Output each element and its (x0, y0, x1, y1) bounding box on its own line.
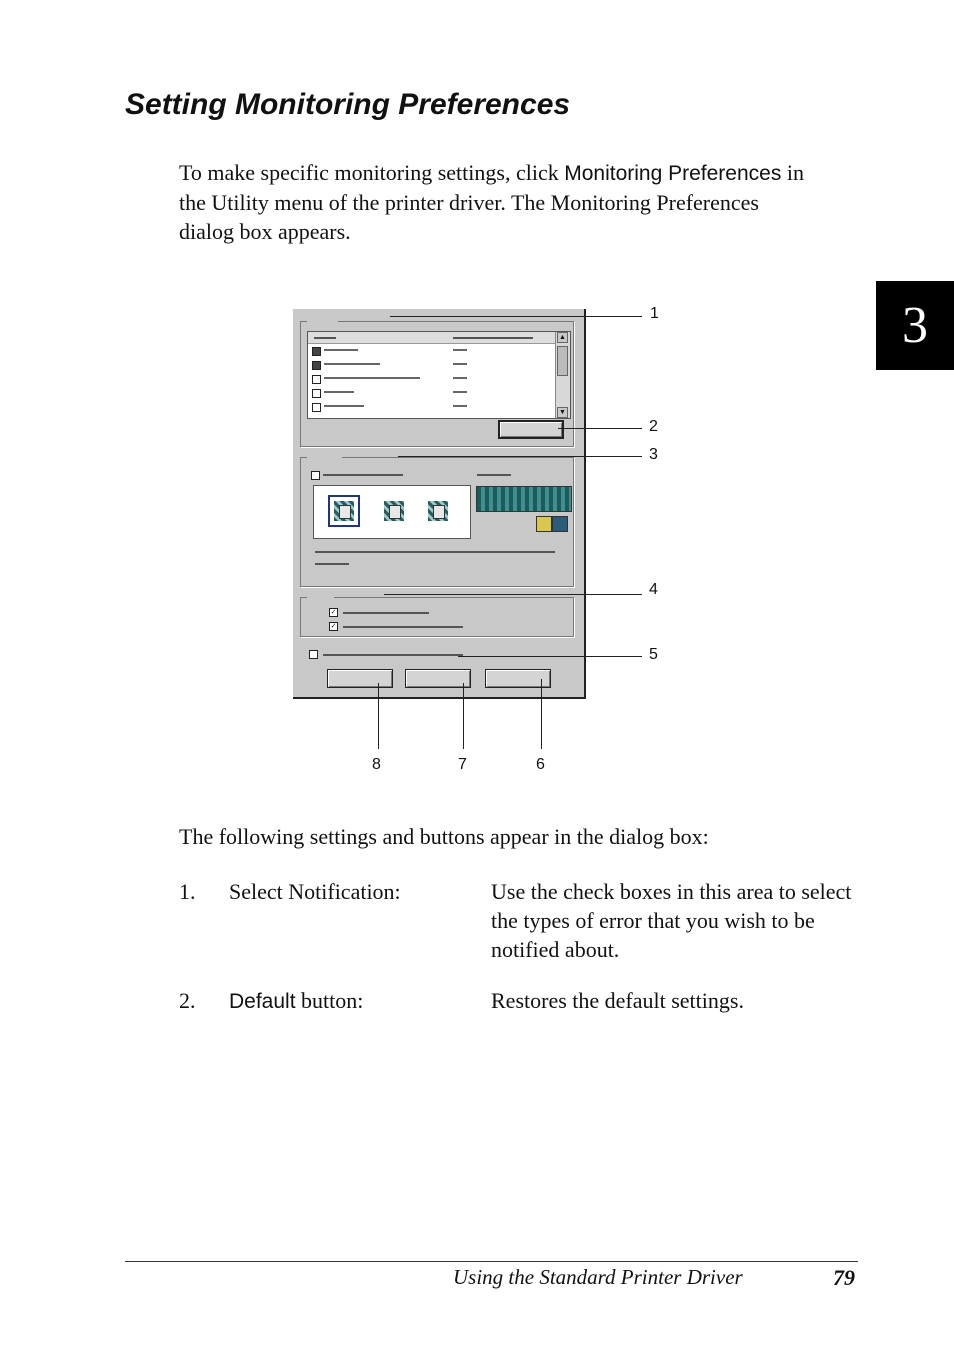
page-heading: Setting Monitoring Preferences (125, 88, 571, 121)
callout-number: 3 (649, 446, 658, 463)
checkbox (311, 471, 320, 480)
footer-rule (125, 1261, 858, 1262)
item-term-rest: button: (295, 988, 364, 1013)
intro-text-2: in the Utility menu of the printer driver. The Monitoring Preferences dialog box appears. (179, 160, 804, 244)
intro-text-1: To make specific monitoring settings, click (179, 160, 565, 185)
printer-icon (426, 499, 450, 523)
callout-line (390, 316, 642, 317)
checkbox: ✓ (330, 623, 337, 630)
item-term-ui: Default (229, 990, 296, 1013)
definition-item-2 (179, 986, 859, 1018)
listbox-scrollbar (555, 332, 570, 418)
callout-number: 4 (649, 581, 658, 598)
callout-number: 5 (649, 646, 658, 663)
scroll-thumb (557, 346, 568, 376)
tray-icon (552, 516, 568, 532)
taskbar-preview-image (476, 486, 572, 512)
select-notification-group (300, 321, 574, 447)
item-number: 1. (179, 879, 196, 904)
cancel-button-image (405, 669, 471, 688)
callout-line (541, 679, 542, 749)
callout-number: 8 (372, 756, 381, 773)
intro-ui-term: Monitoring Preferences (564, 162, 782, 185)
list-item (308, 400, 570, 414)
item-term: Select Notification: (229, 879, 401, 904)
item-description: Restores the default settings. (491, 988, 744, 1013)
ok-button-image (327, 669, 393, 688)
callout-number: 2 (649, 418, 658, 435)
callout-number: 7 (458, 756, 467, 773)
notification-listbox (307, 331, 571, 419)
checkbox: ✓ (330, 609, 337, 616)
checkbox (312, 389, 321, 398)
checkbox (309, 650, 318, 659)
monitoring-preferences-dialog-image (293, 309, 586, 699)
checkbox (312, 375, 321, 384)
default-button-image (498, 420, 564, 439)
list-item (308, 358, 570, 372)
item-description: Use the check boxes in this area to select the types of error that you wish to be notified about. (491, 879, 852, 962)
checkbox (312, 347, 321, 356)
job-information-group (300, 597, 574, 637)
printer-icon (382, 499, 406, 523)
list-item (308, 344, 570, 358)
job-information-group-title (307, 592, 334, 601)
scroll-down-icon: ▼ (557, 407, 568, 418)
scroll-up-icon: ▲ (557, 332, 568, 343)
callout-line (384, 594, 642, 595)
callout-line (398, 456, 642, 457)
icon-choices (313, 485, 471, 539)
footer-title: Using the Standard Printer Driver (453, 1265, 743, 1289)
body-intro: The following settings and buttons appear in the dialog box: (179, 824, 709, 849)
item-number: 2. (179, 988, 196, 1013)
list-item (308, 386, 570, 400)
select-icon-group-title (307, 452, 342, 461)
checkbox (312, 403, 321, 412)
select-notification-group-title (307, 316, 338, 325)
item-term (229, 986, 363, 1016)
callout-line (558, 428, 642, 429)
callout-number: 1 (650, 305, 659, 322)
listbox-header (308, 332, 570, 344)
page-number: 79 (833, 1265, 855, 1290)
list-item (308, 372, 570, 386)
callout-line (458, 656, 642, 657)
chapter-tab: 3 (876, 281, 954, 370)
checkbox (312, 361, 321, 370)
tray-icon (536, 516, 552, 532)
definition-item-1 (179, 877, 859, 967)
callout-number: 6 (536, 756, 545, 773)
callout-line (463, 683, 464, 749)
printer-icon (332, 499, 356, 523)
callout-line (378, 683, 379, 749)
